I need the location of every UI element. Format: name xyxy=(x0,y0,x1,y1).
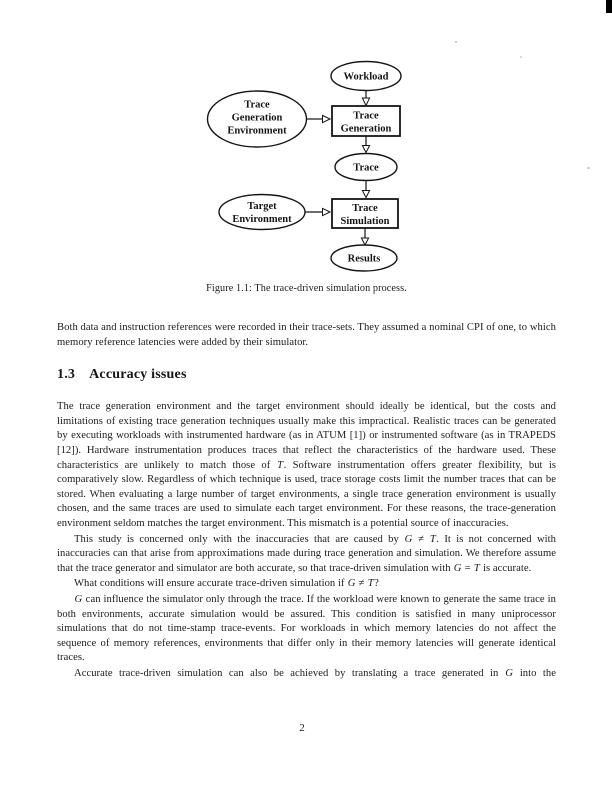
node-trace-simulation xyxy=(332,199,398,228)
arrow-trace-generation-to-trace xyxy=(362,136,369,153)
node-trace-generation-label-line2: Generation xyxy=(340,123,392,135)
node-trace-simulation-label-line1: Trace xyxy=(352,203,378,214)
node-target-env-label-line2: Environment xyxy=(232,214,292,225)
page-number: 2 xyxy=(299,722,305,734)
node-trace-generation xyxy=(332,106,400,136)
text-segment: Both data and instruction references were recorded in their trace-sets. They assumed a nominal CPI of one, to which memory reference latencies were added by their simulator. xyxy=(57,322,556,348)
scan-speck xyxy=(520,56,522,58)
text-segment: can influence the simulator only through the trace. If the workload were known to generate the same trace in both environments, accurate simulation would be assured. This condition is satisfied in many uniprocessor simulations that do not time-stamp trace-events. For workloads in which memory latencies do not affect the sequence of memory references, environments that differ only in their memory latencies will generate identical traces. xyxy=(57,593,556,664)
node-tge-label-line2: Generation xyxy=(231,112,283,124)
arrow-trace-simulation-to-results xyxy=(361,228,368,245)
scan-speck xyxy=(455,41,457,43)
node-results-label: Results xyxy=(347,253,381,265)
node-tge-label-line3: Environment xyxy=(227,125,287,137)
text-segment: into the xyxy=(513,667,556,679)
figure-diagram xyxy=(170,50,420,290)
arrow-tge-to-trace-generation xyxy=(307,115,331,122)
text-segment: is accurate. xyxy=(480,562,532,574)
math-variable: T xyxy=(367,578,374,590)
paragraph-intro xyxy=(57,321,556,350)
arrow-workload-to-trace-generation xyxy=(362,91,369,106)
text-segment: ≠ xyxy=(355,578,368,590)
math-variable: G xyxy=(74,593,83,605)
math-variable: G xyxy=(453,562,462,574)
paragraph-accuracy-1 xyxy=(57,400,556,531)
node-trace-simulation-label-line2: Simulation xyxy=(340,216,390,227)
node-tge-label-line1: Trace xyxy=(244,99,270,111)
scan-artifact-corner xyxy=(606,0,612,13)
node-trace-generation-label-line1: Trace xyxy=(353,110,379,122)
math-variable: T xyxy=(277,459,284,471)
section-number: 1.3 xyxy=(57,367,76,383)
paragraph-accuracy-4 xyxy=(57,667,556,682)
math-variable: G xyxy=(347,578,356,590)
section-heading xyxy=(57,366,556,384)
arrow-target-env-to-trace-simulation xyxy=(306,208,331,215)
math-variable: T xyxy=(473,562,480,574)
body-text-column xyxy=(57,321,556,682)
text-segment: What conditions will ensure accurate trace-driven simulation if xyxy=(74,578,348,590)
section-title: Accuracy issues xyxy=(89,367,187,383)
node-results xyxy=(331,245,397,271)
text-segment: . It is not concerned with inaccuracies can that arise from approximations made during trace generation and simulation. We therefore assume that the trace generator and simulator are both accurate, so that trace-driven simulation with xyxy=(57,533,556,574)
text-segment: ≠ xyxy=(412,533,430,545)
figure-caption: Figure 1.1: The trace-driven simulation process. xyxy=(206,283,407,294)
scan-speck xyxy=(587,167,590,169)
node-target-environment xyxy=(219,195,305,230)
math-variable: T xyxy=(429,533,436,545)
arrow-trace-to-trace-simulation xyxy=(362,181,369,198)
node-workload-label: Workload xyxy=(343,71,389,83)
node-trace xyxy=(335,154,397,181)
math-variable: G xyxy=(404,533,413,545)
paragraph-question xyxy=(57,577,556,592)
paragraph-accuracy-2 xyxy=(57,533,556,577)
text-segment: Accurate trace-driven simulation can also be achieved by translating a trace generated in xyxy=(74,667,505,679)
node-target-env-label-line1: Target xyxy=(247,201,277,212)
node-trace-generation-environment xyxy=(208,91,307,147)
text-segment: ? xyxy=(374,578,379,590)
text-segment: The trace generation environment and the target environment should ideally be identical, but the costs and limitations of existing trace generation techniques usually make this impractical. Realistic traces can be generated by executing workloads with instrumented hardware (as in ATUM [1]) or instrumented software (as in TRAPEDS [12]). Hardware instrumentation produces traces that reflect the characteristics of the hardware used. These characteristics are unlikely to match those of xyxy=(57,401,556,471)
node-workload xyxy=(331,62,401,91)
paragraph-accuracy-3 xyxy=(57,593,556,666)
text-segment: This study is concerned only with the inaccuracies that are caused by xyxy=(74,533,405,545)
text-segment: . Software instrumentation offers greater flexibility, but is comparatively slow. Regardless of which technique is used, trace storage costs limit the number traces that can be stored. When evaluating a large number of target environments, a single trace generation environment is usually chosen, and the same traces are used to simulate each target environment. For these reasons, the trace-generation environment seldom matches the target environment. This mismatch is a potential source of inaccuracies. xyxy=(57,459,556,529)
text-segment: = xyxy=(461,562,474,574)
node-trace-label: Trace xyxy=(353,162,379,174)
math-variable: G xyxy=(505,667,513,679)
